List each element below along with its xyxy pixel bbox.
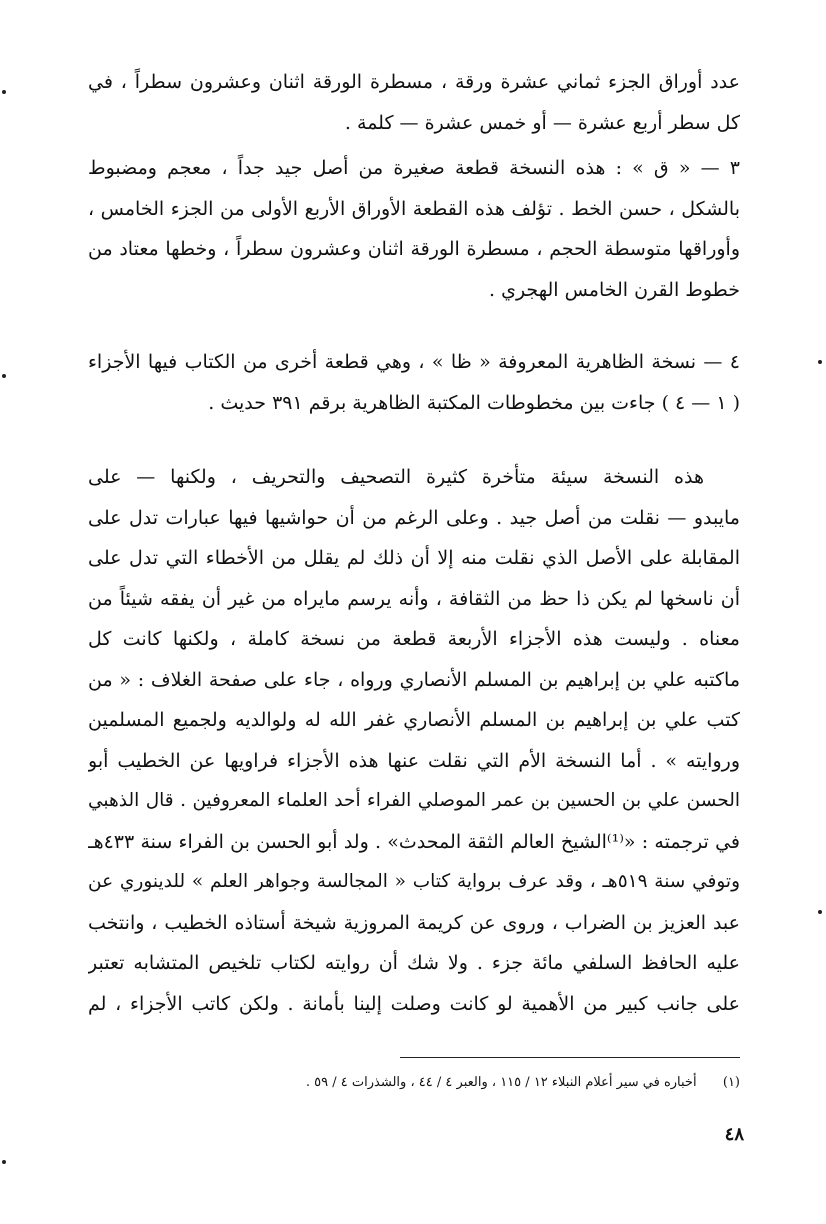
text-line: وتوفي سنة ٥١٩هـ ، وقد عرف برواية كتاب « المجالسة وجواهر العلم » للدينوري عن (88, 871, 740, 892)
text-line: ماكتبه علي بن إبراهيم بن المسلم الأنصاري ورواه ، جاء على صفحة الغلاف : « من (88, 668, 740, 691)
text-line: معناه . وليست هذه الأجزاء الأربعة قطعة من نسخة كاملة ، ولكنها كانت كل (88, 628, 740, 650)
text-line: وروايته » . أما النسخة الأم التي نقلت عنها هذه الأجزاء فراويها عن الخطيب أبو (88, 749, 740, 772)
margin-mark (2, 1160, 6, 1164)
text-line: وأوراقها متوسطة الحجم ، مسطرة الورقة اثنان وعشرون سطراً ، وخطها معتاد من (88, 238, 740, 260)
text-line: الحسن علي بن الحسين بن عمر الموصلي الفراء أحد العلماء المعروفين . قال الذهبي (88, 790, 740, 811)
text-line: عدد أوراق الجزء ثماني عشرة ورقة ، مسطرة الورقة اثنان وعشرون سطراً ، في (88, 71, 740, 93)
text-line: كل سطر أربع عشرة — أو خمس عشرة — كلمة . (344, 111, 740, 134)
footnote-text: أخباره في سير أعلام النبلاء ١٢ / ١١٥ ، والعبر ٤ / ٤٤ ، والشذرات ٤ / ٥٩ . (305, 1075, 697, 1090)
text-line: بالشكل ، حسن الخط . تؤلف هذه القطعة الأوراق الأربع الأولى من الجزء الخامس ، (88, 197, 740, 220)
text-line: كتب علي بن إبراهيم بن المسلم الأنصاري غفر الله له ولوالديه ولجميع المسلمين (88, 709, 740, 731)
footnote (260, 1072, 740, 1094)
text-line: ٤ — نسخة الظاهرية المعروفة « ظا » ، وهي قطعة أخرى من الكتاب فيها الأجزاء (88, 351, 740, 373)
text-line: في ترجمته : «⁽¹⁾الشيخ العالم الثقة المحدث» . ولد أبو الحسن بن الفراء سنة ٤٣٣هـ (88, 830, 740, 853)
paragraph-2 (88, 148, 740, 310)
footnote-divider (400, 1057, 740, 1058)
text-line: عبد العزيز بن الضراب ، وروى عن كريمة المروزية شيخة أستاذه الخطيب ، وانتخب (88, 911, 740, 934)
paragraph-4 (88, 457, 740, 1024)
text-line: على جانب كبير من الأهمية لو كانت وصلت إلينا بأمانة . ولكن كاتب الأجزاء ، لم (88, 992, 740, 1015)
paragraph-3 (88, 342, 740, 423)
text-line: عليه الحافظ السلفي مائة جزء . ولا شك أن روايته لكتاب تلخيص المتشابه تعتبر (88, 952, 740, 974)
text-line: ( ١ — ٤ ) جاءت بين مخطوطات المكتبة الظاهرية برقم ٣٩١ حديث . (208, 391, 740, 414)
text-line: المقابلة على الأصل الذي نقلت منه إلا أن ذلك لم يقلل من الأخطاء التي تدل على (88, 547, 740, 569)
margin-mark (2, 374, 6, 378)
page-number: ٤٨ (724, 1124, 744, 1145)
text-line: ٣ — « ق » : هذه النسخة قطعة صغيرة من أصل جيد جداً ، معجم ومضبوط (88, 157, 740, 179)
text-line: هذه النسخة سيئة متأخرة كثيرة التصحيف والتحريف ، ولكنها — على (88, 466, 704, 488)
paragraph-1 (88, 62, 740, 143)
text-line: أن ناسخها لم يكن ذا حظ من الثقافة ، وأنه يرسم مايراه من غير أن يفقه شيئاً من (88, 587, 740, 610)
margin-mark (2, 90, 6, 94)
margin-mark (818, 360, 822, 364)
text-line: مايبدو — نقلت من أصل جيد . وعلى الرغم من أن حواشيها فيها عبارات تدل على (88, 506, 740, 529)
margin-mark (818, 910, 822, 914)
text-line: خطوط القرن الخامس الهجري . (489, 278, 740, 301)
footnote-marker: (١) (722, 1075, 740, 1090)
